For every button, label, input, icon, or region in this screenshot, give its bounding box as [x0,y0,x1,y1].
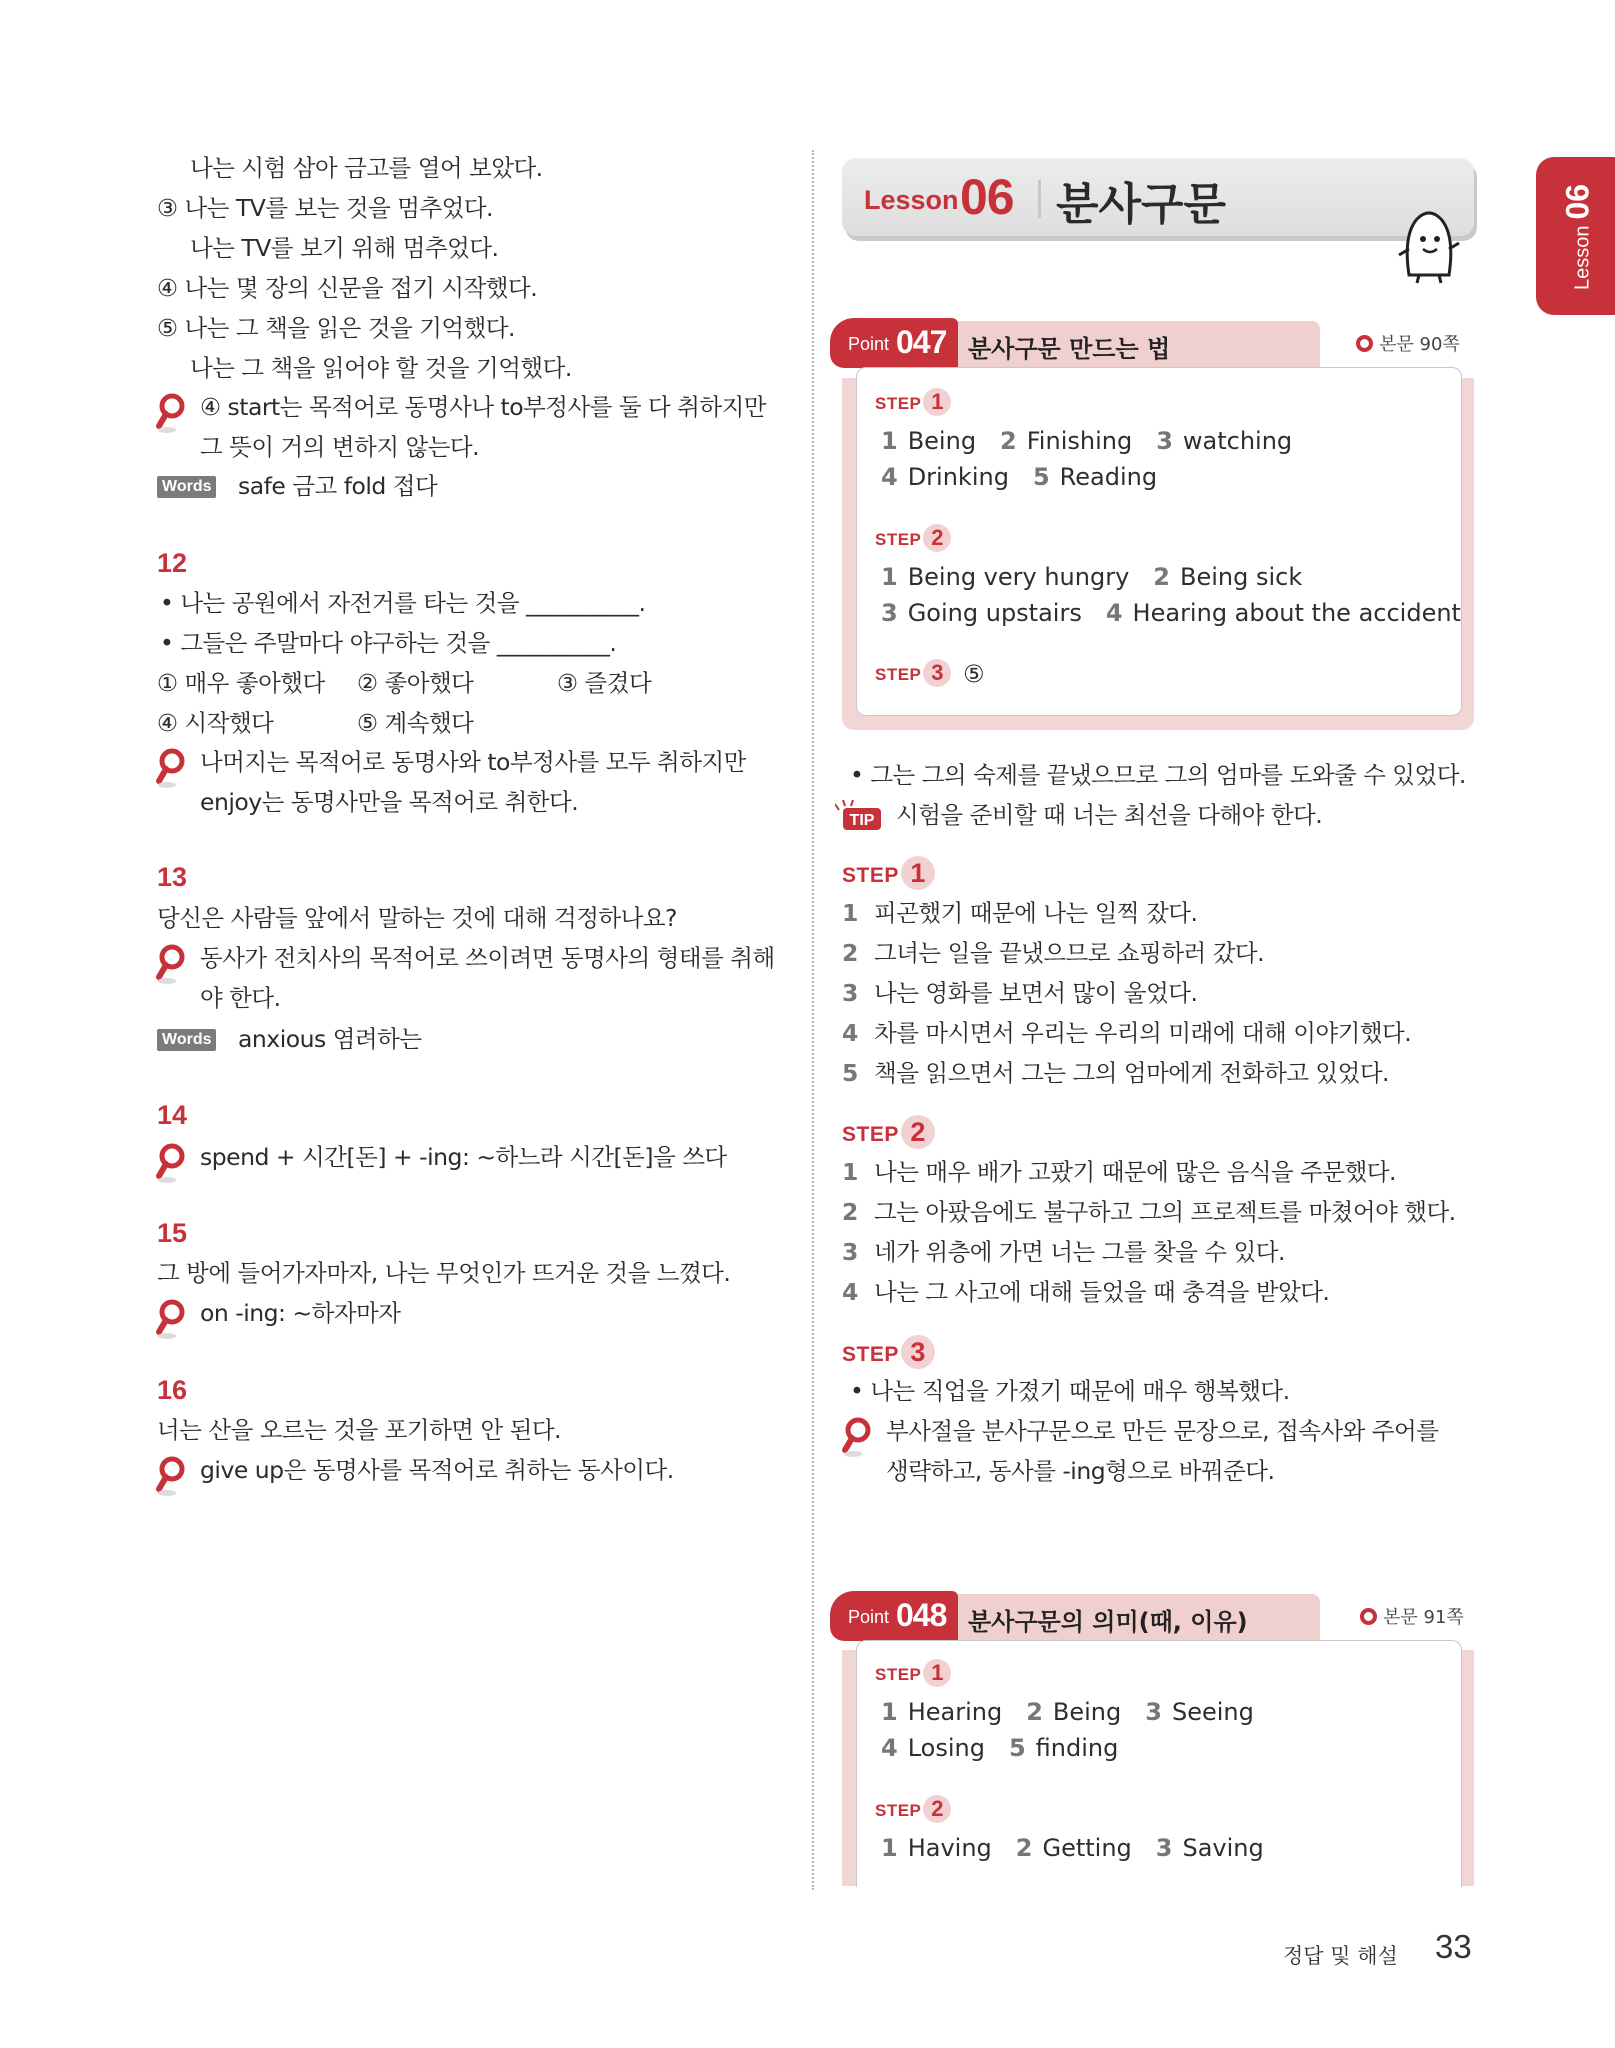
explanation-line: ④ start는 목적어로 동명사나 to부정사를 둘 다 취하지만 [200,393,767,421]
key-point-icon [154,1455,190,1497]
column-divider [812,150,814,1890]
answer-row: 4 Drinking 5 Reading [881,463,1158,491]
text-line: 너는 산을 오르는 것을 포기하면 안 된다. [157,1416,562,1444]
side-tab-number: 06 [1559,183,1596,220]
answer-row: 1 Hearing 2 Being 3 Seeing [881,1698,1254,1726]
explanation-line: enjoy는 동명사만을 목적어로 취한다. [200,788,579,816]
text-line: • 나는 직업을 가졌기 때문에 매우 행복했다. [850,1377,1290,1405]
answer-row: 1 Being 2 Finishing 3 watching [881,427,1293,455]
vocab-line: anxious 염려하는 [238,1025,422,1053]
text-line: 그 방에 들어가자마자, 나는 무엇인가 뜨거운 것을 느꼈다. [157,1259,731,1287]
text-line: ④ 나는 몇 장의 신문을 접기 시작했다. [157,274,538,302]
text-line: 나는 시험 삼아 금고를 열어 보았다. [190,154,543,182]
key-point-icon [154,943,190,985]
explanation-line: 부사절을 분사구문으로 만든 문장으로, 접속사와 주어를 [886,1417,1439,1445]
text-line: 당신은 사람들 앞에서 말하는 것에 대해 걱정하나요? [157,904,678,932]
question-number: 15 [157,1218,188,1248]
text-line: 나는 TV를 보기 위해 멈추었다. [190,234,499,262]
reference-dot-icon [1360,1608,1377,1625]
text-line: ③ 나는 TV를 보는 것을 멈추었다. [157,194,494,222]
text-line: 나는 그 책을 읽어야 할 것을 기억했다. [190,354,572,382]
key-point-icon [154,1298,190,1340]
point-answer-box [856,1640,1462,1887]
point-answer-box [856,367,1462,716]
text-line: • 그는 그의 숙제를 끝냈으므로 그의 엄마를 도와줄 수 있었다. [850,761,1466,789]
reference-dot-icon [1356,335,1373,352]
svg-text:TIP: TIP [849,812,875,829]
question-number: 12 [157,548,188,578]
explanation-line: give up은 동명사를 목적어로 취하는 동사이다. [200,1456,674,1484]
step-label: STEP 1 [842,856,935,890]
step-label: STEP 2 [875,1795,951,1823]
list-item: 1 나는 매우 배가 고팠기 때문에 많은 음식을 주문했다. [842,1158,1396,1186]
mascot-icon [1395,205,1463,285]
explanation-line: 나머지는 목적어로 동명사와 to부정사를 모두 취하지만 [200,748,746,776]
answer-row: 1 Being very hungry 2 Being sick [881,563,1303,591]
list-item: 3 나는 영화를 보면서 많이 울었다. [842,979,1198,1007]
lesson-side-tab [1536,157,1615,315]
answer-row: 4 Losing 5 finding [881,1734,1119,1762]
key-point-icon [154,1142,190,1184]
explanation-line: 동사가 전치사의 목적어로 쓰이려면 동명사의 형태를 취해 [200,944,775,972]
list-item: 5 책을 읽으면서 그는 그의 엄마에게 전화하고 있었다. [842,1059,1390,1087]
tip-icon [835,800,881,830]
tip-text: 시험을 준비할 때 너는 최선을 다해야 한다. [896,801,1323,829]
point-number: 047 [896,324,947,360]
lesson-banner [842,158,1474,236]
choice: ⑤ 계속했다 [357,709,474,737]
point-word: Point [848,334,890,354]
lesson-separator [1038,180,1041,218]
explanation-line: 그 뜻이 거의 변하지 않는다. [200,433,480,461]
answer-row: ⑤ [963,660,985,688]
answer-row: 1 Having 2 Getting 3 Saving [881,1834,1264,1862]
choice: ④ 시작했다 [157,709,274,737]
point-badge [830,318,958,368]
key-point-icon [154,392,190,434]
list-item: 1 피곤했기 때문에 나는 일찍 잤다. [842,899,1198,927]
point-title: 분사구문의 의미(때, 이유) [968,1608,1248,1636]
step-label: STEP 1 [875,388,951,416]
choice: ③ 즐겼다 [557,669,652,697]
step-label: STEP 3 [842,1335,935,1369]
choice: ② 좋아했다 [357,669,474,697]
key-point-icon [840,1416,876,1458]
text-line: ⑤ 나는 그 책을 읽은 것을 기억했다. [157,314,515,342]
explanation-line: 야 한다. [200,984,281,1012]
list-item: 2 그는 아팠음에도 불구하고 그의 프로젝트를 마쳤어야 했다. [842,1198,1456,1226]
answer-row: 3 Going upstairs 4 Hearing about the accident [881,599,1461,627]
page-reference: 본문 91쪽 [1360,1603,1464,1629]
vocab-line: safe 금고 fold 접다 [238,472,438,500]
list-item: 2 그녀는 일을 끝냈으므로 쇼핑하러 갔다. [842,939,1265,967]
list-item: 3 네가 위층에 가면 너는 그를 찾을 수 있다. [842,1238,1285,1266]
list-item: 4 차를 마시면서 우리는 우리의 미래에 대해 이야기했다. [842,1019,1412,1047]
text-line: • 그들은 주말마다 야구하는 것을 __________. [160,629,617,657]
page-reference: 본문 90쪽 [1356,330,1460,356]
page-number: 33 [1435,1928,1472,1965]
list-item: 4 나는 그 사고에 대해 들었을 때 충격을 받았다. [842,1278,1330,1306]
point-word: Point [848,1607,890,1627]
words-badge: Words [157,1029,216,1051]
step-label: STEP 3 [875,659,951,687]
explanation-line: 생략하고, 동사를 -ing형으로 바꿔준다. [886,1457,1275,1485]
point-title: 분사구문 만드는 법 [968,335,1171,363]
point-number: 048 [896,1597,947,1633]
text-line: • 나는 공원에서 자전거를 타는 것을 __________. [160,589,646,617]
footer-label: 정답 및 해설 [1283,1944,1398,1968]
lesson-title: 분사구문 [1056,179,1227,230]
lesson-number: 06 [960,169,1014,225]
explanation-line: on -ing: ~하자마자 [200,1299,401,1327]
point-badge [830,1591,958,1641]
step-label: STEP 1 [875,1659,951,1687]
explanation-line: spend + 시간[돈] + -ing: ~하느라 시간[돈]을 쓰다 [200,1143,727,1171]
choice: ① 매우 좋아했다 [157,669,325,697]
step-label: STEP 2 [842,1115,935,1149]
question-number: 14 [157,1100,188,1130]
words-badge: Words [157,476,216,498]
question-number: 16 [157,1375,188,1405]
lesson-word: Lesson [864,185,959,215]
question-number: 13 [157,862,188,892]
step-label: STEP 2 [875,524,951,552]
key-point-icon [154,747,190,789]
side-tab-word: Lesson [1571,225,1594,291]
